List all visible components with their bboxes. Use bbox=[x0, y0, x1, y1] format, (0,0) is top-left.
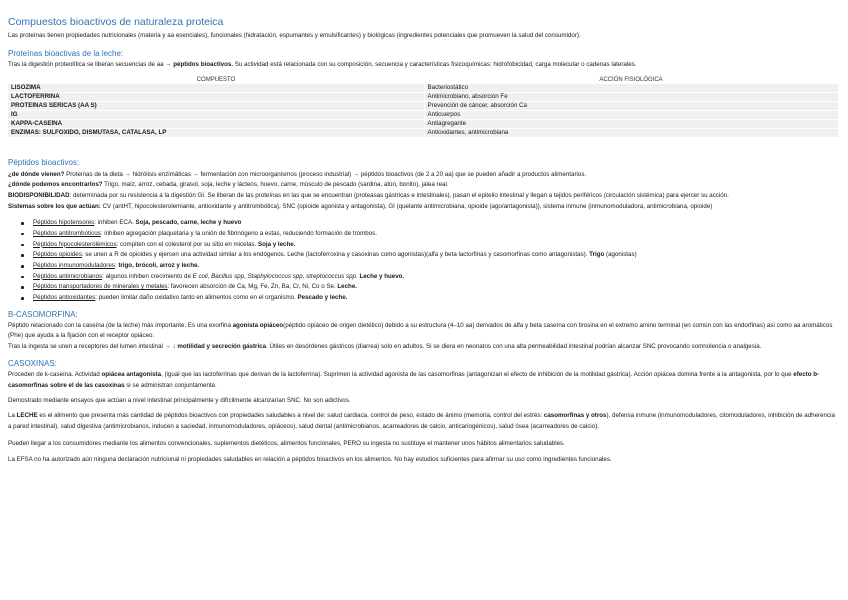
text-run: . Útiles en desórdenes gástricos (diarrea) solo en adultos. Si se diera en neonatos con una alta permeabilidad intestinal podrían alcanzar SNC provocando somnolencia o analgesia. bbox=[266, 342, 762, 350]
text-run: Tras la digestión proteolítica se liberan secuencias de aa → bbox=[8, 60, 174, 68]
casoxins-heading: CASOXINAS: bbox=[8, 358, 57, 368]
casomorphin-description bbox=[8, 321, 838, 342]
compound-cell: PROTEÍNAS SÉRICAS (AA S) bbox=[8, 101, 424, 110]
text-run: : se unen a R de opioides y ejercen una actividad similar a los endógenos. Leche (lactoferroxina y casoxinas como agonistas)(alfa y beta lactorfinas y casomorfinas como antagonistas). bbox=[81, 251, 590, 259]
bold-text-run: Pescado y leche. bbox=[297, 294, 348, 302]
text-run: : compiten con el colesterol por su sitio en micelas. bbox=[116, 240, 258, 248]
casoxins-paragraph bbox=[8, 370, 838, 392]
text-run: (péptido opiáceo de origen dietético) debido a su estructura (4–10 aa) derivados de alfa y beta caseína con tirosina en el extremo amino terminal (en común con las endorfinas) así como aa aromáticos (Phe) que ayuda a la fijación con el receptor opiáceo. bbox=[8, 321, 833, 340]
list-item bbox=[8, 229, 838, 240]
text-run: Pueden llegar a los consumidores mediante los alimentos convencionales, suplementos dietéticos, alimentos funcionales, PERO su ingesta no sustituye el mantener unos hábitos alimentarios saludables. bbox=[8, 439, 565, 447]
efsa-paragraph bbox=[8, 455, 838, 466]
compound-cell: ENZIMAS: SULFÓXIDO, DISMUTASA, CATALASA, LP bbox=[8, 128, 424, 137]
bold-text-run: ↓ motilidad y secreción gástrica bbox=[172, 342, 267, 350]
italic-text-run: E coli, Bacillus spp, Staphylococcus spp, streptococcus spp. bbox=[192, 272, 358, 280]
bold-text-run: Soja y leche. bbox=[257, 240, 296, 248]
table-row bbox=[8, 101, 838, 110]
underline-text-run: Péptidos inmunomoduladores bbox=[33, 261, 115, 269]
document-content bbox=[8, 15, 838, 465]
consumers-paragraph bbox=[8, 439, 838, 450]
milk-proteins-paragraph bbox=[8, 60, 838, 71]
text-run: (agonistas) bbox=[604, 251, 637, 259]
compound-cell: IG bbox=[8, 110, 424, 119]
peptide-types-list bbox=[8, 218, 838, 304]
underline-text-run: Péptidos hipotensores bbox=[33, 219, 95, 227]
bold-text-run: ¿dónde podemos encontrarlos? bbox=[8, 181, 103, 189]
bioavailability-paragraph bbox=[8, 191, 838, 202]
column-header-physiological-action: ACCIÓN FISIOLÓGICA bbox=[599, 76, 663, 83]
bold-text-run: opiácea antagonista bbox=[101, 371, 162, 379]
bioactive-peptides-paragraphs bbox=[8, 170, 838, 213]
milk-proteins-heading: Proteínas bioactivas de la leche: bbox=[8, 49, 124, 59]
bold-text-run: Soja, pescado, carne, leche y huevo bbox=[135, 219, 242, 227]
bioactive-peptides-heading: Péptidos bioactivos: bbox=[8, 158, 80, 168]
text-run: Demostrado mediante ensayos que actúan a nivel intestinal principalmente y difícilmente alcanzarían SNC. No son adictivos. bbox=[8, 396, 351, 404]
bold-text-run: Leche y huevo. bbox=[359, 272, 405, 280]
text-run: es el alimento que presenta más cantidad de péptidos bioactivos con propiedades saludables a nivel de: salud cardiaca, control de peso, estado de ánimo (memoria, control del estrés: bbox=[37, 412, 544, 420]
bold-text-run: ¿de dónde vienen? bbox=[8, 170, 65, 178]
action-cell: Antioxidantes, antimicrobiana bbox=[424, 128, 838, 137]
bold-text-run: efecto b-casomorfinas sobre el de las casoxinas bbox=[8, 371, 820, 389]
action-cell: Bacteriostático bbox=[424, 84, 838, 93]
text-run: Trigo, maíz, arroz, cebada, girasol, soja, leche y lácteos, huevo, carne, músculo de pescado (sardina, atún, bonito), jalea real. bbox=[102, 181, 449, 189]
table-header-row bbox=[8, 76, 838, 84]
text-run: : pueden limitar daño oxidativo tanto en alimentos como en el organismo. bbox=[95, 294, 298, 302]
text-run: si se administran conjuntamente. bbox=[124, 381, 217, 389]
text-run: , (igual que las lactoferrinas que derivan de la lactoferrina). Suprimen la actividad agonista de las casomorfinas (antagonizan el efecto de inhibición de la motilidad gástrica). Acción opiácea domina frente a la antagonista, por lo que bbox=[161, 371, 794, 379]
sources-paragraph bbox=[8, 180, 838, 191]
target-systems-paragraph bbox=[8, 202, 838, 213]
demonstration-paragraph bbox=[8, 396, 838, 407]
milk-benefits-paragraph bbox=[8, 411, 838, 433]
bold-text-run: Sistemas sobre los que actúan: bbox=[8, 202, 101, 210]
text-run: : bbox=[114, 261, 119, 269]
casomorphin-heading: B-CASOMORFINA: bbox=[8, 309, 78, 319]
list-item bbox=[8, 272, 838, 283]
list-item bbox=[8, 261, 838, 272]
action-cell: Antiagregante bbox=[424, 119, 838, 128]
table-row bbox=[8, 84, 838, 93]
underline-text-run: Péptidos hipocolesterolémicos bbox=[33, 240, 117, 248]
table-row bbox=[8, 92, 838, 101]
bold-text-run: LECHE bbox=[16, 412, 38, 420]
underline-text-run: Péptidos antioxidantes bbox=[33, 294, 96, 302]
bold-text-run: péptidos bioactivos. bbox=[173, 60, 234, 68]
list-item bbox=[8, 282, 838, 293]
action-cell: Anticuerpos bbox=[424, 110, 838, 119]
text-run: : inhiben agregación plaquetaria y la unión de fibrinógeno a estas, reduciendo formación de trombos. bbox=[100, 229, 377, 237]
underline-text-run: Péptidos antimicrobianos bbox=[33, 272, 103, 280]
underline-text-run: Péptidos antitrombóticos bbox=[33, 229, 101, 237]
underline-text-run: Péptidos transportadores de minerales y metales bbox=[33, 283, 168, 291]
text-run: Su actividad está relacionada con su composición, secuencia y características fisicoquímicas: hidrofobicidad, carga molecular o cadenas laterales. bbox=[233, 60, 637, 68]
list-item bbox=[8, 218, 838, 229]
text-run: La bbox=[8, 412, 17, 420]
text-run: Proceden de k-caseína. Actividad bbox=[8, 371, 102, 379]
text-run: : favorecen absorción de Ca, Mg, Fe, Zn, Ba, Cr, Ni, Co o Se. bbox=[167, 283, 338, 291]
column-header-compound: COMPUESTO bbox=[196, 76, 236, 83]
text-run: Péptido relacionado con la caseína (de la leche) más importante. Es una exorfina bbox=[8, 321, 233, 329]
casomorphin-effects bbox=[8, 342, 838, 353]
action-cell: Antimicrobiano, absorción Fe bbox=[424, 92, 838, 101]
action-cell: Prevención de cáncer, absorción Ca bbox=[424, 101, 838, 110]
bioactive-protein-table bbox=[8, 76, 838, 138]
table-row bbox=[8, 128, 838, 137]
origin-paragraph bbox=[8, 170, 838, 181]
intro-paragraph bbox=[8, 31, 838, 42]
list-item bbox=[8, 250, 838, 261]
text-run: ), defensa inmune (inmunomoduladores, citomoduladores, inhibición de adherencia a pared intestinal), salud digestiva (antimicrobianos, inducen a saciedad, inmunomoduladores, opiáceos), salud dental (antimicrobianos, acarreadores de calcio, anticariogénicos), salud ósea (acarreadores de calcio). bbox=[8, 412, 835, 430]
bold-text-run: Trigo bbox=[589, 251, 605, 259]
bold-text-run: BIODISPONIBILIDAD bbox=[8, 192, 70, 200]
bold-text-run: trigo, brócoli, arroz y leche. bbox=[118, 261, 200, 269]
list-item bbox=[8, 293, 838, 304]
text-run: La EFSA no ha autorizado aún ninguna declaración nutricional ni propiedades saludables en relación a péptidos bioactivos en los alimentos. No hay estudios suficientes para afirmar su uso como ingredientes funcionales. bbox=[8, 455, 612, 463]
text-run: Tras la ingesta se unen a receptores del lumen intestinal → bbox=[8, 342, 173, 350]
text-run: Proteínas de la dieta → hidrólisis enzimáticas → fermentación con microorganismos (proceso industrial) → péptidos bioactivos (de 2 a 20 aa) que se pueden añadir a productos alimentarios. bbox=[64, 170, 587, 178]
text-run: CV (antHT, hipocolesterolemiante, antioxidante y antitrombótica), SNC (opioide agonista y antagonista), GI (quelante antimicrobiana, opioide (ago/antagonista)), sistema inmune (inmunomoduladora, antimicrobiana, opioide) bbox=[100, 202, 713, 210]
bold-text-run: Leche. bbox=[337, 283, 357, 291]
bold-text-run: agonista opiáceo bbox=[232, 321, 284, 329]
bold-text-run: casomorfinas y otros bbox=[543, 412, 607, 420]
list-item bbox=[8, 240, 838, 251]
text-run: : determinada por su resistencia a la digestión GI. Se liberan de las proteínas en las que se encuentran (proteasas gástricas e intestinales), pasan el epitelio intestinal y llegan a tejidos periféricos (circulación sistémica) para ejercer su acción. bbox=[69, 192, 729, 200]
casomorphin-paragraphs bbox=[8, 321, 838, 353]
text-run: : inhiben ECA. bbox=[94, 219, 136, 227]
table-row bbox=[8, 119, 838, 128]
compound-cell: LISOZIMA bbox=[8, 84, 424, 93]
document-title: Compuestos bioactivos de naturaleza proteica bbox=[8, 16, 224, 28]
text-run: Las proteínas tienen propiedades nutricionales (materia y aa esenciales), funcionales (hidratación, espumantes y emulsificantes) y biológicas (ingredientes potenciales que promueven la salud del consumidor). bbox=[8, 31, 581, 39]
compound-cell: KAPPA-CASEÍNA bbox=[8, 119, 424, 128]
text-run: : algunos inhiben crecimiento de bbox=[102, 272, 193, 280]
underline-text-run: Péptidos opioides bbox=[33, 251, 82, 259]
compound-cell: LACTOFERRINA bbox=[8, 92, 424, 101]
table-row bbox=[8, 110, 838, 119]
